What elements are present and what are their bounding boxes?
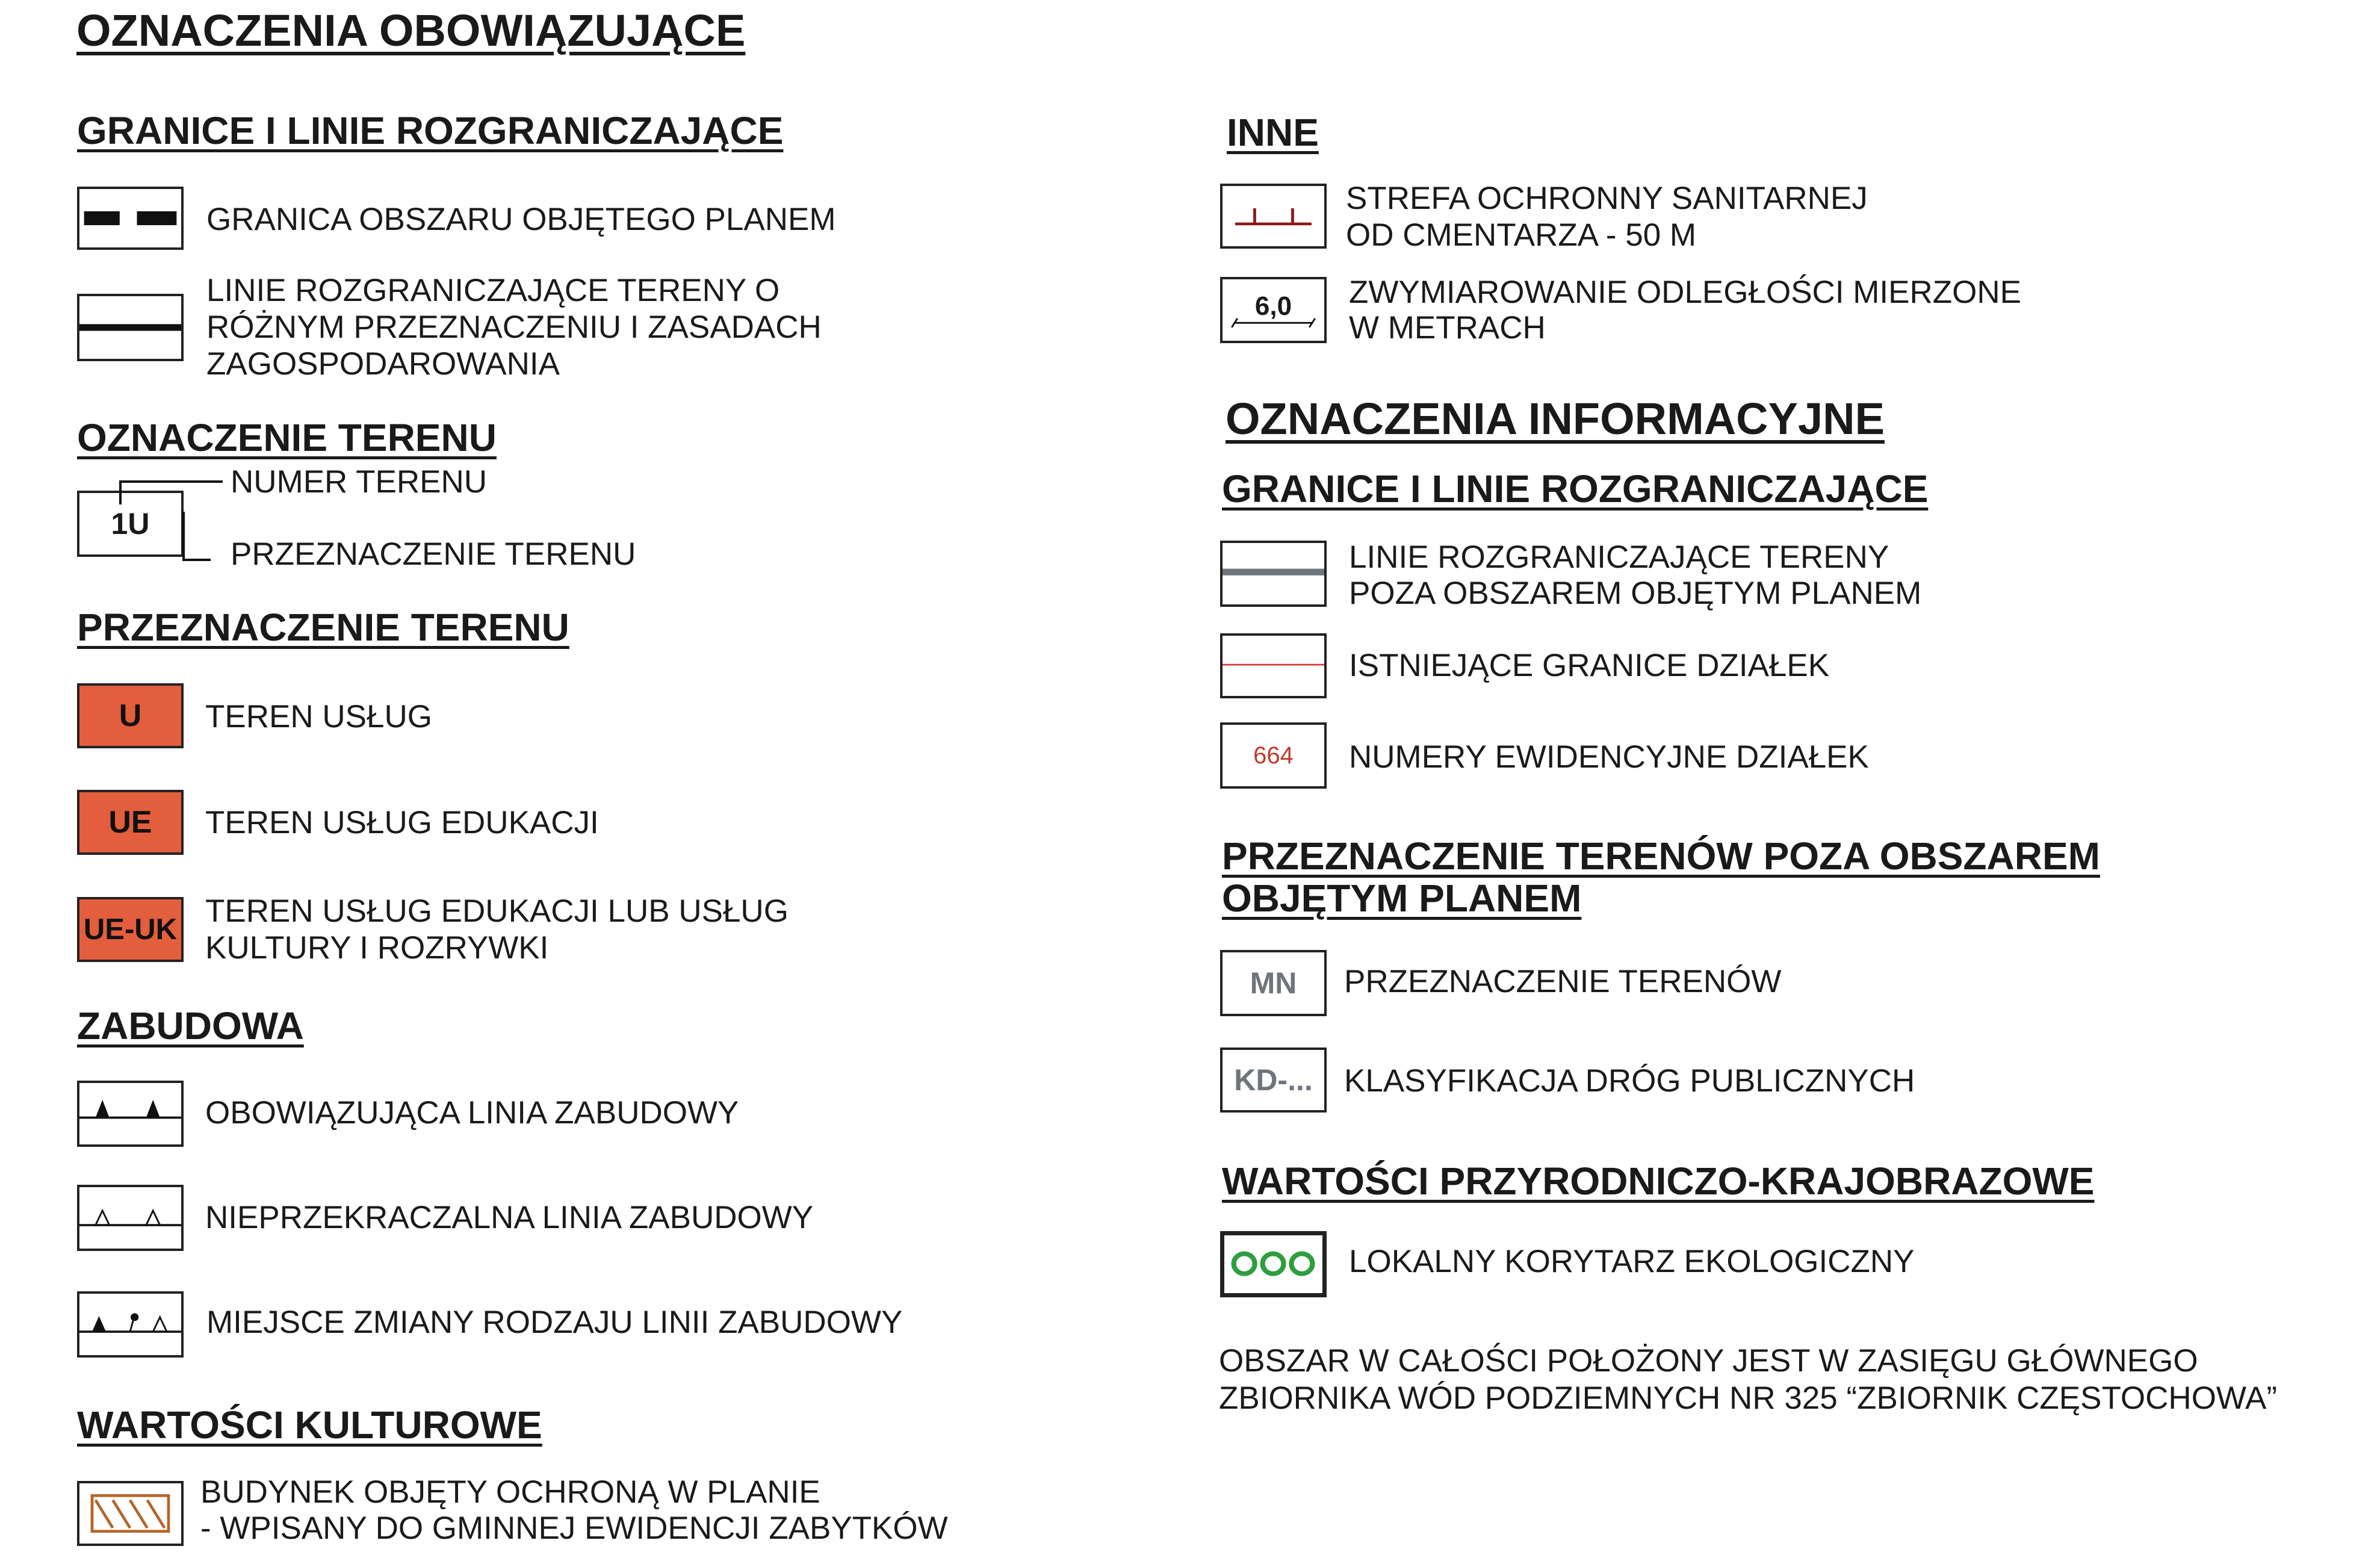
land-use-ue-uk-symbol: [77, 897, 184, 962]
section-heading-zabudowa: ZABUDOWA: [77, 1004, 304, 1047]
legend-label: LINIE ROZGRANICZAJĄCE TERENY: [1349, 539, 1889, 575]
section-heading-poza: PRZEZNACZENIE TERENÓW POZA OBSZAREM: [1222, 834, 2100, 878]
legend-label: LINIE ROZGRANICZAJĄCE TERENY O: [206, 273, 780, 308]
land-use-code: U: [119, 698, 142, 733]
mandatory-building-line-icon: [77, 1081, 184, 1147]
legend-label: ZAGOSPODAROWANIA: [206, 346, 560, 382]
dividing-line-icon: [77, 294, 184, 361]
land-use-code: UE-UK: [83, 913, 178, 946]
legend-label: KLASYFIKACJA DRÓG PUBLICZNYCH: [1344, 1063, 1915, 1099]
parcel-number-icon: [1220, 722, 1327, 789]
legend-label: KULTURY I ROZRYWKI: [205, 930, 549, 966]
parcel-boundary-icon: [1220, 633, 1327, 698]
section-heading-przeznaczenie: PRZEZNACZENIE TERENU: [77, 606, 569, 649]
land-use-u-symbol: [77, 683, 184, 748]
land-use-ue-symbol: [77, 790, 184, 855]
przeznaczenie-terenu-label: PRZEZNACZENIE TERENU: [231, 536, 636, 572]
legend-label: BUDYNEK OBJĘTY OCHRONĄ W PLANIE: [200, 1474, 820, 1510]
legend-label: TEREN USŁUG: [205, 699, 432, 734]
legend-label: TEREN USŁUG EDUKACJI: [205, 805, 599, 840]
maximum-building-line-icon: [77, 1185, 184, 1251]
legend-label: POZA OBSZAREM OBJĘTYM PLANEM: [1349, 576, 1922, 611]
dimension-value: 6,0: [1254, 291, 1292, 321]
legend-label: GRANICA OBSZARU OBJĘTEGO PLANEM: [206, 202, 836, 237]
numer-terenu-label: NUMER TERENU: [231, 464, 487, 500]
informacyjne-title: OZNACZENIA INFORMACYJNE: [1226, 394, 1885, 444]
legend-label: NUMERY EWIDENCYJNE DZIAŁEK: [1349, 739, 1869, 775]
land-designation-code: 1U: [111, 507, 150, 541]
section-heading-granice-info: GRANICE I LINIE ROZGRANICZAJĄCE: [1222, 467, 1929, 511]
road-class-code: KD-...: [1234, 1063, 1313, 1097]
legend-label: - WPISANY DO GMINNEJ EWIDENCJI ZABYTKÓW: [200, 1510, 948, 1546]
gzwp-note: OBSZAR W CAŁOŚCI POŁOŻONY JEST W ZASIĘGU GŁÓWNEGO: [1219, 1343, 2198, 1379]
legend-label: W METRACH: [1349, 310, 1546, 346]
legend-label: PRZEZNACZENIE TERENÓW: [1344, 964, 1782, 999]
dimension-icon: [1220, 277, 1327, 343]
ecological-corridor-icon: [1220, 1231, 1327, 1297]
road-class-symbol: [1220, 1047, 1327, 1113]
land-use-code: UE: [108, 805, 152, 840]
legend-label: TEREN USŁUG EDUKACJI LUB USŁUG: [205, 893, 789, 929]
building-line-change-icon: [77, 1291, 184, 1358]
sanitary-zone-icon: [1220, 184, 1327, 249]
legend-label: NIEPRZEKRACZALNA LINIA ZABUDOWY: [205, 1200, 814, 1235]
section-heading-przyrodnicze: WARTOŚCI PRZYRODNICZO-KRAJOBRAZOWE: [1222, 1159, 2095, 1203]
legend-label: RÓŻNYM PRZEZNACZENIU I ZASADACH: [206, 309, 822, 345]
section-heading-oznaczenie-terenu: OZNACZENIE TERENU: [77, 416, 497, 459]
legend-label: ISTNIEJĄCE GRANICE DZIAŁEK: [1349, 648, 1830, 683]
legend-label: OBOWIĄZUJĄCA LINIA ZABUDOWY: [205, 1095, 739, 1131]
outside-land-use-code: MN: [1250, 966, 1297, 1000]
legend-label: MIEJSCE ZMIANY RODZAJU LINII ZABUDOWY: [206, 1305, 903, 1340]
section-heading-granice: GRANICE I LINIE ROZGRANICZAJĄCE: [77, 109, 784, 152]
outside-land-use-symbol: [1220, 950, 1327, 1016]
section-heading-kulturowe: WARTOŚCI KULTUROWE: [77, 1403, 542, 1447]
legend-label: ZWYMIAROWANIE ODLEGŁOŚCI MIERZONE: [1349, 275, 2022, 310]
section-heading-inne: INNE: [1227, 111, 1319, 154]
gzwp-note-line2: ZBIORNIKA WÓD PODZIEMNYCH NR 325 “ZBIORNIK CZĘSTOCHOWA”: [1219, 1380, 2277, 1416]
legend-title: OZNACZENIA OBOWIĄZUJĄCE: [76, 5, 746, 55]
outside-dividing-line-icon: [1220, 541, 1327, 607]
protected-building-hatch-icon: [77, 1481, 184, 1546]
plan-boundary-dashed-icon: [77, 187, 184, 250]
leader-lines-icon: [114, 476, 229, 566]
legend-label: OD CMENTARZA - 50 M: [1346, 217, 1697, 253]
legend-label: STREFA OCHRONNY SANITARNEJ: [1346, 181, 1868, 216]
parcel-number-sample: 664: [1253, 742, 1294, 769]
section-heading-poza-line2: OBJĘTYM PLANEM: [1222, 877, 1582, 920]
legend-label: LOKALNY KORYTARZ EKOLOGICZNY: [1349, 1244, 1915, 1279]
